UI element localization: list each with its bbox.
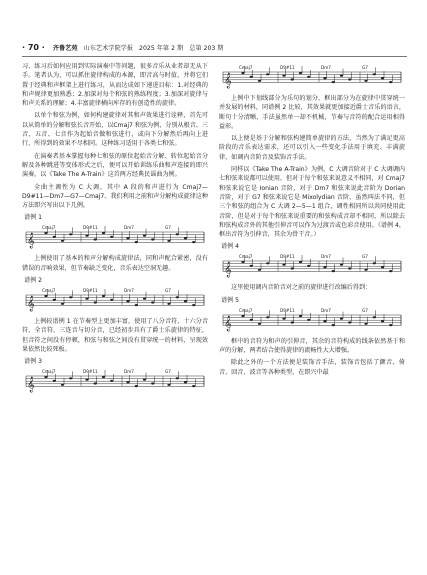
example-label: 谱例 2	[24, 277, 43, 285]
right-column	[219, 62, 405, 380]
treble-clef-icon: 𝄞	[27, 233, 35, 249]
chord-symbol: Cmaj7	[239, 307, 253, 313]
note-head	[151, 301, 154, 303]
note-head	[53, 380, 56, 382]
note-head	[282, 75, 285, 77]
note-head	[184, 381, 187, 383]
note-head	[110, 380, 113, 382]
note-head	[241, 261, 244, 263]
note-head	[389, 324, 392, 326]
note-head	[167, 240, 170, 242]
note-head	[102, 295, 105, 297]
note-head	[69, 234, 72, 236]
note-head	[143, 298, 146, 300]
note-head	[167, 303, 170, 305]
staff-svg	[24, 367, 206, 395]
paragraph: 上例较谱例 1 在节奏型上更加丰富，使用了八分音符、十六分音符、全音符、三连音与切分音，已经初步具有了爵士乐旋律的特征，但音符之间没有停顿，和弦与和弦之间没有贯穿统一的材料，呈现效果依然比较死板。	[22, 318, 208, 353]
paragraph: 上例中下划线部分为乐句的划分，框出部分为在旋律中贯穿统一并发展的材料，同谱例 2 比较，其效果就更加接近爵士音乐的语言，断句十分清晰，手法虽然单一却不机械，节奏与音符的配合运用相得益彰。	[219, 95, 405, 130]
chord-symbol: Dm7	[321, 254, 331, 260]
staff-svg	[24, 286, 206, 314]
note-head	[192, 304, 195, 306]
note-head	[250, 76, 253, 78]
staff-svg	[221, 252, 403, 280]
note-head	[332, 324, 335, 326]
note-head	[135, 304, 138, 306]
note-head	[332, 81, 335, 83]
chord-symbol: Cmaj7	[42, 288, 56, 294]
staff-svg	[221, 306, 403, 334]
note-head	[323, 320, 326, 322]
paragraph: 这里使用调内音阶音对之前的旋律进行改编后得到：	[231, 284, 372, 292]
paragraph: 上例使用了基本的和声分解构成旋律法，同和声配合紧密，没有错误的音响效果，但节奏缺乏变化，音乐表达空洞无趣。	[22, 255, 208, 272]
journal-source: 山东艺术学院学报	[83, 44, 134, 52]
treble-clef-icon: 𝄞	[27, 377, 35, 393]
note-head	[364, 269, 367, 271]
music-score-example-3	[24, 367, 206, 395]
chord-symbol: Dm7	[124, 369, 134, 375]
chord-symbol: D9#11	[280, 307, 295, 313]
note-head	[258, 80, 261, 82]
paragraph: 以上便是基于分解和弦构建简单旋律的方法，当然为了满足更高阶段的音乐表达需求，还可以引入一些变化手法用于填充、丰满旋律，如调内音阶音及装饰音手法。	[219, 135, 405, 161]
note-head	[291, 78, 294, 80]
header-rule	[22, 56, 407, 57]
chord-symbol: Dm7	[321, 307, 331, 313]
paragraph: 除此之外的一个方法便是装饰音手法，装饰音包括了颤音、倚音、回音、波音等各种类型，在即兴中最	[219, 359, 405, 376]
note-head	[151, 383, 154, 385]
treble-clef-icon: 𝄞	[224, 262, 232, 278]
paragraph: 习、练习后如何应用到实际演奏中等问题，很多音乐从业者却无从下手。笔者认为，可以抓住旋律构成的本源，即音高与时值，并将它们置于经典和声框架上进行练习，从而达成如下递进目标：1.对经典的和声规律更加熟悉；2.加深对每个和弦的熟练程度；3.加深对旋律与和声关系的理解；4.丰富旋律横向库存的有创造性的旋律。	[22, 63, 208, 108]
note-head	[258, 269, 261, 271]
music-score-example-5	[221, 306, 403, 334]
chord-symbol: Dm7	[124, 225, 134, 231]
paragraph: 在演奏者基本掌握每种七和弦的原位起始音分解、转位起始音分解及各种跳进等变体形式之后，便可以开始训练乐曲和声连接的即兴演奏，以《Take The A-Train》这首两方经典民谣曲为例。	[22, 152, 208, 179]
note-head	[364, 322, 367, 324]
note-head	[307, 319, 310, 321]
note-head	[241, 72, 244, 74]
note-head	[44, 295, 47, 297]
music-score-example-2	[24, 286, 206, 314]
note-head	[373, 73, 376, 75]
paragraph: 全曲主调性为 C 大调，其中 A 段的和声进行为 Cmaj7—D9#11—Dm7—G7—Cmaj7。我们利用之前和声分解构成旋律这种方法即兴写出以下几例。	[22, 183, 208, 210]
paragraph: 以单个和弦为例，如何构建旋律对其和声效果进行诠释，首先可以从简单的分解和弦长音开始，以Cmaj7 和弦为例，分别从根音、三音、五音、七音作为起始音做和弦进行，或向下分解然后再向上进行，所得到的效果不尽相同。这种练习适用于各类七和弦。	[22, 112, 208, 148]
note-head	[53, 299, 56, 301]
chord-symbol: G7	[362, 65, 368, 70]
note-head	[85, 379, 88, 381]
chord-symbol: D9#11	[83, 369, 98, 375]
note-head	[266, 73, 269, 75]
chord-symbol: D9#11	[280, 65, 295, 70]
staff-svg	[221, 63, 403, 91]
note-head	[126, 300, 129, 302]
note-head	[373, 263, 376, 265]
note-head	[389, 81, 392, 83]
note-head	[381, 320, 384, 322]
page-header	[22, 40, 407, 54]
note-head	[282, 264, 285, 266]
note-head	[348, 321, 351, 323]
chord-symbol: G7	[165, 288, 171, 294]
note-head	[381, 77, 384, 79]
treble-clef-icon: 𝄞	[27, 296, 35, 312]
note-head	[44, 376, 47, 378]
note-head	[176, 296, 179, 298]
note-head	[299, 72, 302, 74]
note-head	[102, 376, 105, 378]
note-head	[184, 238, 187, 240]
staff-svg	[24, 223, 206, 251]
example-label: 谱例 4	[221, 243, 240, 251]
note-head	[348, 268, 351, 270]
note-head	[85, 235, 88, 237]
note-head	[69, 296, 72, 298]
note-head	[373, 316, 376, 318]
note-head	[44, 232, 47, 234]
note-head	[340, 317, 343, 319]
music-score-example-1	[24, 223, 206, 251]
chord-symbol: G7	[362, 307, 368, 313]
note-head	[126, 238, 129, 240]
journal-name: 齐鲁艺苑	[52, 44, 78, 52]
note-head	[291, 268, 294, 270]
note-head	[307, 76, 310, 78]
note-head	[258, 322, 261, 324]
note-head	[184, 300, 187, 302]
page-number: · 70 ·	[22, 42, 45, 52]
chord-symbol: D9#11	[83, 288, 98, 294]
note-head	[299, 315, 302, 317]
note-head	[250, 265, 253, 267]
note-head	[110, 299, 113, 301]
left-column	[22, 62, 208, 398]
treble-clef-icon: 𝄞	[224, 316, 232, 332]
music-score-example-4	[221, 252, 403, 280]
note-head	[135, 241, 138, 243]
note-head	[266, 316, 269, 318]
treble-clef-icon: 𝄞	[224, 73, 232, 89]
note-head	[176, 377, 179, 379]
chord-symbol: G7	[362, 254, 368, 260]
example-label: 谱例 3	[24, 358, 43, 366]
note-head	[176, 234, 179, 236]
chord-symbol: D9#11	[280, 254, 295, 260]
note-head	[332, 270, 335, 272]
note-head	[85, 298, 88, 300]
note-head	[323, 267, 326, 269]
note-head	[151, 239, 154, 241]
note-head	[241, 315, 244, 317]
note-head	[102, 232, 105, 234]
note-head	[135, 385, 138, 387]
note-head	[126, 381, 129, 383]
note-head	[282, 317, 285, 319]
example-label: 谱例 1	[24, 214, 43, 222]
paragraph: 同样以《Take The A-Train》为例，C 大调音阶对于 C 大调调内七和弦来说都可以使用，但对于每个和弦来说意义不相同，对 Cmaj7 和弦来说它是 Ionian 音阶，对于 Dm7 和弦来说此音阶为 Dorian 音阶，对于 G7 和弦来说它是 Mixolydian 音阶，虽然叫法不同，但三个和弦的组合为 C 大调 2—5—1 组合，调性相同所以共同使用此音阶，但是对于每个和弦来说重要的和弦构成音却不相同，所以除去和弦构成音外的其他引伸音可以作为过渡音或色彩音使用。（谱例 4，框出音符为引伸音，其余为骨干音。）	[219, 166, 405, 239]
note-head	[381, 267, 384, 269]
chord-symbol: Cmaj7	[239, 254, 253, 260]
note-head	[143, 379, 146, 381]
chord-symbol: Dm7	[321, 65, 331, 70]
note-head	[323, 77, 326, 79]
note-head	[69, 377, 72, 379]
note-head	[192, 385, 195, 387]
note-head	[348, 78, 351, 80]
chord-symbol: Cmaj7	[42, 369, 56, 375]
journal-total: 总第 203 期	[189, 44, 224, 52]
note-head	[61, 303, 64, 305]
chord-symbol: G7	[165, 369, 171, 375]
note-head	[94, 383, 97, 385]
paragraph: 框中的音符为和声的引伸音，其余的音符构成的线条依然基于和声的分解，两者结合使得旋律的流畅性大大增强。	[219, 337, 405, 355]
note-head	[389, 270, 392, 272]
chord-symbol: D9#11	[83, 225, 98, 231]
note-head	[340, 75, 343, 77]
note-head	[250, 319, 253, 321]
note-head	[94, 301, 97, 303]
note-head	[143, 235, 146, 237]
music-score-example-3-continued	[221, 63, 403, 91]
note-head	[364, 80, 367, 82]
note-head	[61, 240, 64, 242]
note-head	[299, 261, 302, 263]
note-head	[266, 263, 269, 265]
journal-issue: 2025 年第 2 期	[139, 44, 184, 52]
note-head	[192, 241, 195, 243]
note-head	[61, 384, 64, 386]
note-head	[94, 239, 97, 241]
note-head	[167, 384, 170, 386]
chord-symbol: Cmaj7	[42, 225, 56, 231]
chord-symbol: Cmaj7	[239, 65, 253, 70]
note-head	[291, 321, 294, 323]
note-head	[307, 265, 310, 267]
chord-symbol: G7	[165, 225, 171, 231]
note-head	[340, 264, 343, 266]
example-label: 谱例 5	[221, 296, 240, 304]
note-head	[53, 236, 56, 238]
chord-symbol: Dm7	[124, 288, 134, 294]
note-head	[110, 236, 113, 238]
